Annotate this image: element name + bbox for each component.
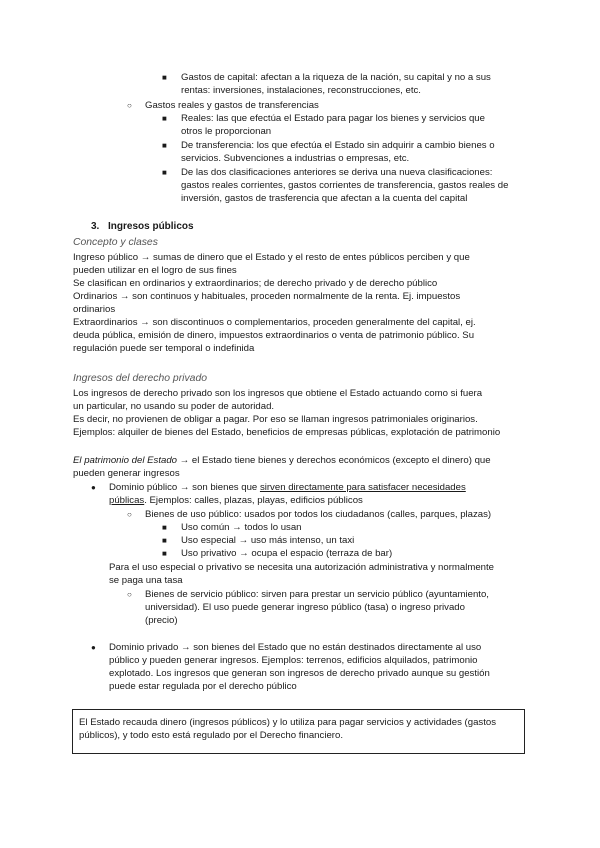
privado-body xyxy=(73,387,527,439)
text-line: Se clasifican en ordinarios y extraordinarios; de derecho privado y de derecho público xyxy=(73,278,438,289)
text-line: Dominio privado → son bienes del Estado que no están destinados directamente al uso xyxy=(109,642,482,653)
uso-especial-item: Uso especial → uso más intenso, un taxi xyxy=(181,535,355,546)
text-line: pueden generar ingresos xyxy=(73,468,180,479)
uso-comun-item: Uso común → todos lo usan xyxy=(181,522,302,533)
concepto-body xyxy=(73,251,527,355)
disc-bullet-icon: ● xyxy=(91,643,96,652)
para-uso-paragraph xyxy=(109,561,527,587)
text-line: rentas: inversiones, instalaciones, reconstrucciones, etc. xyxy=(181,85,421,96)
filled-square-bullet-icon: ■ xyxy=(162,536,167,545)
text-line: pueden utilizar en el logro de sus fines xyxy=(73,265,237,276)
de-las-dos-item xyxy=(181,166,527,205)
dominio-publico-underlined: sirven directamente para satisfacer necesidades xyxy=(259,482,466,493)
filled-square-bullet-icon: ■ xyxy=(162,168,167,177)
patrimonio-intro xyxy=(73,454,527,480)
gastos-reales-item: Gastos reales y gastos de transferencias xyxy=(145,100,319,111)
text-line: otros le proporcionan xyxy=(181,126,272,137)
text-line: Ejemplos: alquiler de bienes del Estado, beneficios de empresas públicas, explotación de patrimonio xyxy=(73,427,501,438)
filled-square-bullet-icon: ■ xyxy=(162,549,167,558)
disc-bullet-icon: ● xyxy=(91,483,96,492)
filled-square-bullet-icon: ■ xyxy=(162,523,167,532)
text-line: regulación puede ser temporal o indefinida xyxy=(73,343,255,354)
hollow-circle-bullet-icon: ○ xyxy=(127,590,132,599)
dominio-publico-text: Dominio público → son bienes que xyxy=(109,482,260,493)
text-line: Gastos de capital: afectan a la riqueza de la nación, su capital y no a sus xyxy=(181,72,491,83)
text-line: universidad). El uso puede generar ingreso público (tasa) o ingreso privado xyxy=(145,602,465,613)
dominio-privado-item xyxy=(109,641,527,693)
uso-publico-item: Bienes de uso público: usados por todos los ciudadanos (calles, parques, plazas) xyxy=(145,509,492,520)
transferencia-item xyxy=(181,139,527,165)
dominio-publico-item xyxy=(109,481,527,507)
servicio-publico-item xyxy=(145,588,527,627)
subheading-privado: Ingresos del derecho privado xyxy=(73,373,208,384)
text-line: un particular, no usando su poder de autoridad. xyxy=(73,401,275,412)
text-line: Para el uso especial o privativo se necesita una autorización administrativa y normalmente xyxy=(109,562,495,573)
filled-square-bullet-icon: ■ xyxy=(162,141,167,150)
text-line: explotado. Los ingresos que generan son ingresos de derecho privado aunque su gestión xyxy=(109,668,490,679)
text-line: público y pueden generar ingresos. Ejemplos: terrenos, edificios alquilados, patrimonio xyxy=(109,655,478,666)
text-line: Ingreso público → sumas de dinero que el Estado y el resto de entes públicos perciben y que xyxy=(73,252,470,263)
filled-square-bullet-icon: ■ xyxy=(162,114,167,123)
text-line: se paga una tasa xyxy=(109,575,183,586)
dominio-publico-underlined-2: públicas xyxy=(109,495,145,506)
text-line: Extraordinarios → son discontinuos o complementarios, proceden generalmente del capital, ej. xyxy=(73,317,476,328)
text-line: inversión, gastos de trasferencia que afectan a la cuenta del capital xyxy=(181,193,468,204)
text-line: El Estado recauda dinero (ingresos públicos) y lo utiliza para pagar servicios y actividades (gastos xyxy=(79,717,497,728)
text-line: (precio) xyxy=(145,615,178,626)
text-line: públicos), y todo esto está regulado por el Derecho financiero. xyxy=(79,730,343,741)
text-line: De las dos clasificaciones anteriores se deriva una nueva clasificaciones: xyxy=(181,167,493,178)
patrimonio-text: → el Estado tiene bienes y derechos económicos (excepto el dinero) que xyxy=(177,455,491,466)
filled-square-bullet-icon: ■ xyxy=(162,73,167,82)
hollow-circle-bullet-icon: ○ xyxy=(127,101,132,110)
section-title: Ingresos públicos xyxy=(108,221,194,232)
uso-privativo-item: Uso privativo → ocupa el espacio (terraza de bar) xyxy=(181,548,393,559)
text-line: Reales: las que efectúa el Estado para pagar los bienes y servicios que xyxy=(181,113,485,124)
text-line: ordinarios xyxy=(73,304,116,315)
text-line: De transferencia: los que efectúa el Estado sin adquirir a cambio bienes o xyxy=(181,140,495,151)
text-line: Los ingresos de derecho privado son los ingresos que obtiene el Estado actuando como si fuera xyxy=(73,388,483,399)
section-number: 3. xyxy=(91,221,100,232)
text-line: Ordinarios → son continuos y habituales, proceden normalmente de la renta. Ej. impuestos xyxy=(73,291,461,302)
dominio-publico-examples: . Ejemplos: calles, plazas, playas, edificios públicos xyxy=(144,495,363,506)
hollow-circle-bullet-icon: ○ xyxy=(127,510,132,519)
text-line: Es decir, no provienen de obligar a pagar. Por eso se llaman ingresos patrimoniales originarios. xyxy=(73,414,478,425)
text-line: deuda pública, emisión de dinero, impuestos extraordinarios o venta de patrimonio público. Su xyxy=(73,330,475,341)
patrimonio-lead: El patrimonio del Estado xyxy=(73,455,177,466)
gastos-capital-item xyxy=(181,71,527,97)
reales-item xyxy=(181,112,527,138)
text-line: puede estar regulada por el derecho público xyxy=(109,681,297,692)
subheading-concepto: Concepto y clases xyxy=(73,237,158,248)
summary-box xyxy=(72,709,525,754)
text-line: Bienes de servicio público: sirven para prestar un servicio público (ayuntamiento, xyxy=(145,589,489,600)
text-line: servicios. Subvenciones a industrias o empresas, etc. xyxy=(181,153,410,164)
text-line: gastos reales corrientes, gastos corrientes de transferencia, gastos reales de xyxy=(181,180,509,191)
